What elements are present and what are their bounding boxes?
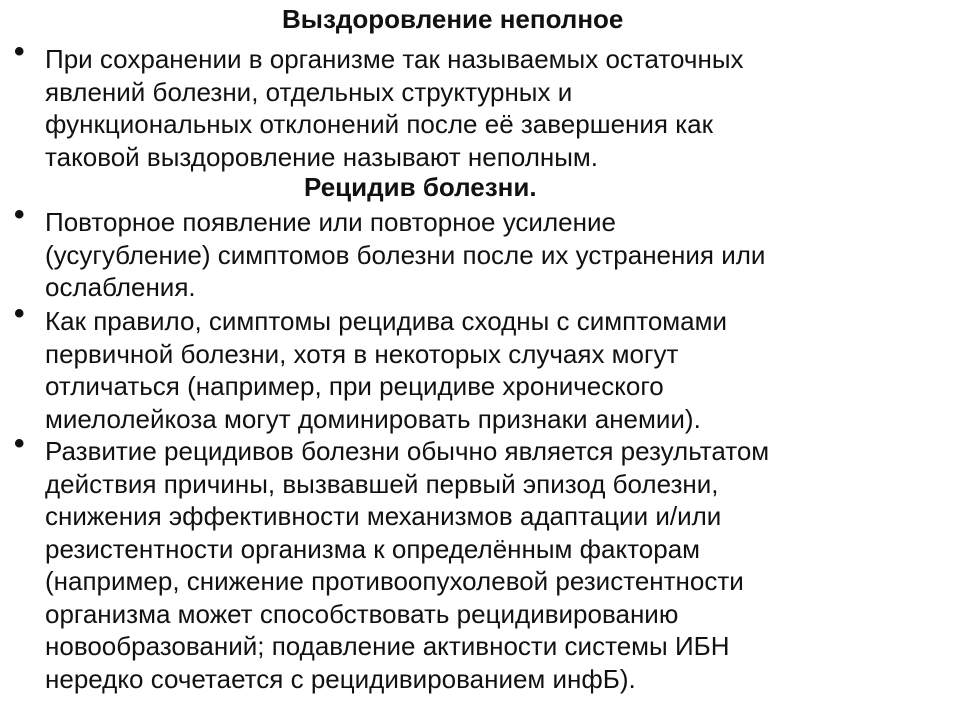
heading-incomplete-recovery: Выздоровление неполное [282,4,624,34]
bullet-icon: • [14,198,25,231]
bullet-icon: • [14,427,25,460]
bullet-icon: • [14,35,25,68]
bullet-text: Как правило, симптомы рецидива сходны с симптомами первичной болезни, хотя в некоторых случаях могут отличаться (например, при рецидиве хронического миелолейкоза могут доминировать признаки анемии). [45,306,728,434]
bullet-text: При сохранении в организме так называемых остаточных явлений болезни, отдельных структурных и функциональных отклонений после её завершения как таковой выздоровление называют неполным. [45,44,744,172]
bullet-text: Повторное появление или повторное усиление (усугубление) симптомов болезни после их устранения или ослабления. [45,207,766,302]
heading-relapse: Рецидив болезни. [304,172,537,202]
bullet-icon: • [14,297,25,330]
bullet-text: Развитие рецидивов болезни обычно является результатом действия причины, вызвавшей первый эпизод болезни, снижения эффективности механизмов адаптации и/или резистентности организма к определённым факторам (например, снижение противоопухолевой резистентности организма может способствовать рецидивированию новообразований; подавление активности системы ИБН нередко сочетается с рецидивированием инфБ). [45,436,770,694]
